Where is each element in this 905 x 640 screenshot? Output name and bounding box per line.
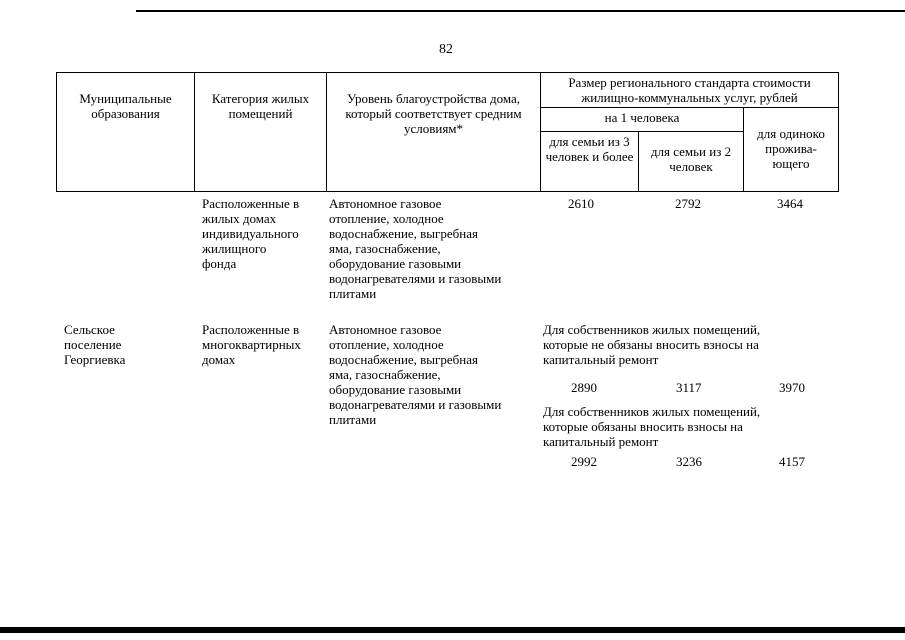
header-single: для одиноко прожива-ющего [744, 108, 839, 192]
header-level: Уровень благоустройства дома, который соответствует средним условиям* [327, 73, 541, 192]
row1-value-family2: 2792 [675, 196, 701, 211]
header-table [56, 72, 839, 192]
row1-value-family3: 2610 [568, 196, 594, 211]
header-family2: для семьи из 2 человек [639, 132, 744, 192]
row2-level: Автономное газовое отопление, холодное водоснабжение, выгребная яма, газоснабжение, оборудование газовыми водонагревателями и газовыми плитами [329, 322, 502, 427]
row2-b-value-single: 4157 [779, 454, 805, 469]
bottom-rule [0, 627, 905, 633]
row2-b-value-family2: 3236 [676, 454, 702, 469]
row2-a-value-single: 3970 [779, 380, 805, 395]
row1-level: Автономное газовое отопление, холодное водоснабжение, выгребная яма, газоснабжение, оборудование газовыми водонагревателями и газовыми плитами [329, 196, 502, 301]
header-family3: для семьи из 3 человек и более [541, 132, 639, 192]
row2-municipality: Сельское поселение Георгиевка [64, 322, 126, 367]
row2-category: Расположенные в многоквартирных домах [202, 322, 301, 367]
row1-value-single: 3464 [777, 196, 803, 211]
row2-note-obliged: Для собственников жилых помещений, которые обязаны вносить взносы на капитальный ремонт [543, 404, 761, 449]
top-rule [136, 10, 905, 12]
row1-category: Расположенные в жилых домах индивидуального жилищного фонда [202, 196, 300, 271]
row2-a-value-family2: 3117 [676, 380, 702, 395]
header-municipal: Муниципальные образования [57, 73, 195, 192]
header-per-person: на 1 человека [541, 108, 744, 132]
row2-a-value-family3: 2890 [571, 380, 597, 395]
header-standard: Размер регионального стандарта стоимости жилищно-коммунальных услуг, рублей [541, 73, 839, 108]
page-number: 82 [439, 42, 453, 57]
header-category: Категория жилых помещений [195, 73, 327, 192]
row2-b-value-family3: 2992 [571, 454, 597, 469]
row2-note-not-obliged: Для собственников жилых помещений, которые не обязаны вносить взносы на капитальный ремонт [543, 322, 761, 367]
